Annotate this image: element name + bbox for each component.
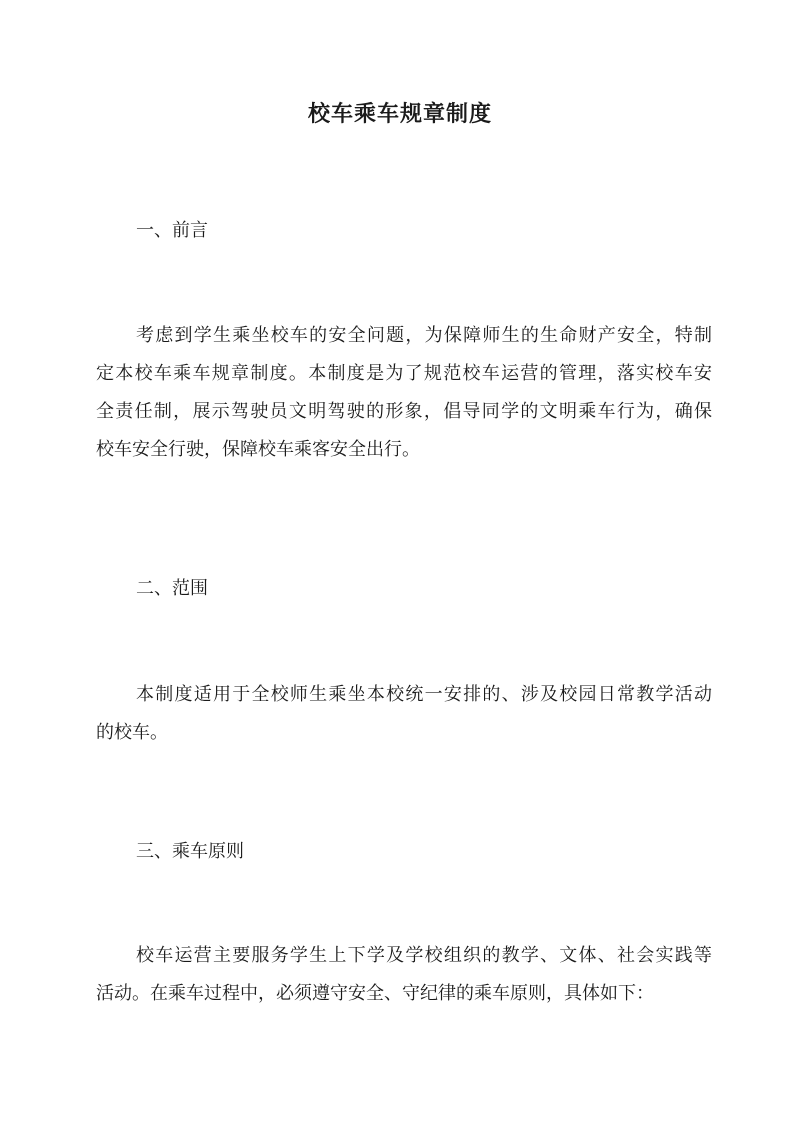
- paragraph-line: 校车安全行驶，保障校车乘客安全出行。: [96, 439, 420, 460]
- paragraph-line: 的校车。: [96, 722, 168, 743]
- paragraph-line: 本制度适用于全校师生乘坐本校统一安排的、涉及校园日常教学活动: [136, 684, 712, 705]
- section-paragraph-principles: [96, 937, 712, 1013]
- section-heading-preface: 一、前言: [136, 220, 208, 241]
- section-paragraph-preface: [96, 317, 712, 469]
- section-heading-principles: 三、乘车原则: [136, 841, 244, 862]
- document-title: 校车乘车规章制度: [307, 101, 492, 127]
- paragraph-line: 活动。在乘车过程中，必须遵守安全、守纪律的乘车原则，具体如下：: [96, 983, 654, 1004]
- section-paragraph-scope: [96, 676, 712, 752]
- paragraph-line: 定本校车乘车规章制度。本制度是为了规范校车运营的管理，落实校车安: [96, 363, 712, 384]
- paragraph-line: 全责任制，展示驾驶员文明驾驶的形象，倡导同学的文明乘车行为，确保: [96, 401, 712, 422]
- paragraph-line: 考虑到学生乘坐校车的安全问题，为保障师生的生命财产安全，特制: [136, 325, 712, 346]
- paragraph-line: 校车运营主要服务学生上下学及学校组织的教学、文体、社会实践等: [136, 945, 712, 966]
- section-heading-scope: 二、范围: [136, 578, 208, 599]
